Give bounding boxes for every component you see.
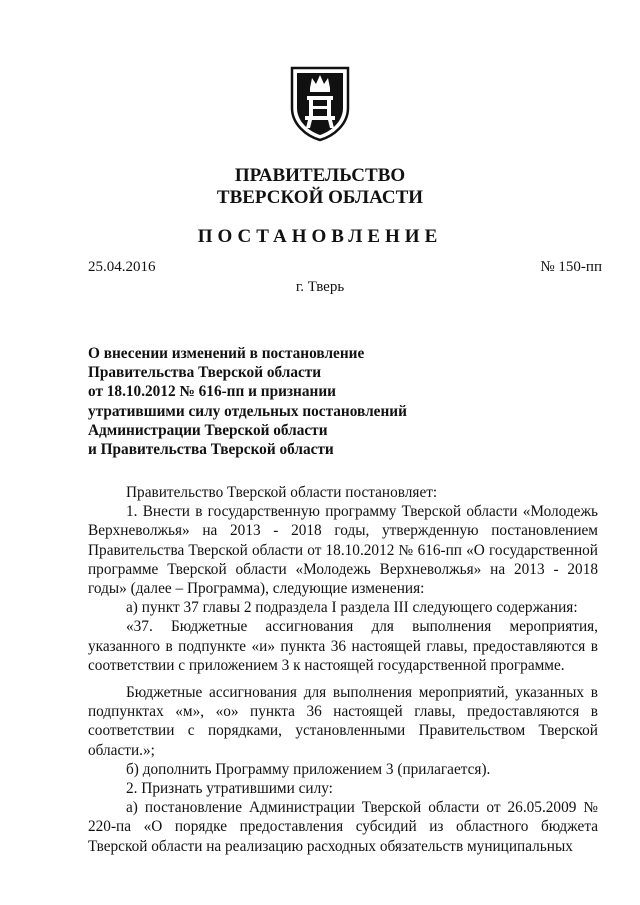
subject-line: О внесении изменений в постановление bbox=[88, 345, 365, 362]
coat-of-arms-emblem bbox=[288, 64, 352, 142]
decree-body bbox=[88, 483, 598, 856]
city-name: г. Тверь bbox=[295, 279, 345, 295]
body-paragraph-item-1b: б) дополнить Программу приложением 3 (прилагается). bbox=[126, 760, 491, 778]
body-paragraph-intro: Правительство Тверской области постановляет: bbox=[126, 484, 438, 501]
subject-line: утратившими силу отдельных постановлений bbox=[88, 402, 407, 420]
decree-subject bbox=[88, 344, 448, 459]
decree-date: 25.04.2016 bbox=[88, 259, 156, 275]
subject-line: и Правительства Тверской области bbox=[88, 441, 334, 459]
decree-heading: ПОСТАНОВЛЕНИЕ bbox=[197, 226, 443, 247]
decree-number: № 150-пп bbox=[540, 259, 602, 275]
region-title: ТВЕРСКОЙ ОБЛАСТИ bbox=[216, 187, 424, 208]
subject-line: Правительства Тверской области bbox=[88, 364, 322, 382]
subject-line: Администрации Тверской области bbox=[88, 421, 328, 439]
body-paragraph-item-1a: а) пункт 37 главы 2 подраздела I раздела III следующего содержания: bbox=[126, 599, 578, 617]
government-title: ПРАВИТЕЛЬСТВО bbox=[234, 165, 406, 186]
body-paragraph-item-2: 2. Признать утратившими силу: bbox=[126, 780, 333, 798]
subject-line: от 18.10.2012 № 616-пп и признании bbox=[88, 383, 336, 401]
body-paragraph-point-37: «37. Бюджетные ассигнования для выполнения мероприятия, указанного в подпункте «и» пункта 36 настоящей главы, предоставляются в соответствии с приложением 3 к настоящей государственной программе. bbox=[88, 618, 598, 674]
body-paragraph-item-1: 1. Внести в государственную программу Тверской области «Молодежь Верхневолжья» на 2013 - 2018 годы, утвержденную постановлением Правительства Тверской области от 18.10.2012 № 616-пп «О государственной программе Тверской области «Молодежь Верхневолжья» на 2013 - 2018 годы» (далее – Программа), следующие изменения: bbox=[88, 503, 598, 598]
body-paragraph-item-2a: а) постановление Администрации Тверской области от 26.05.2009 № 220-па «О порядке предоставления субсидий из областного бюджета Тверской области на реализацию расходных обязательств муниципальных bbox=[88, 799, 598, 855]
body-paragraph-allocations: Бюджетные ассигнования для выполнения мероприятий, указанных в подпунктах «м», «о» пункта 36 настоящей главы, предоставляются в соответствии с порядками, установленными Правительством Тверской области.»; bbox=[88, 684, 598, 759]
